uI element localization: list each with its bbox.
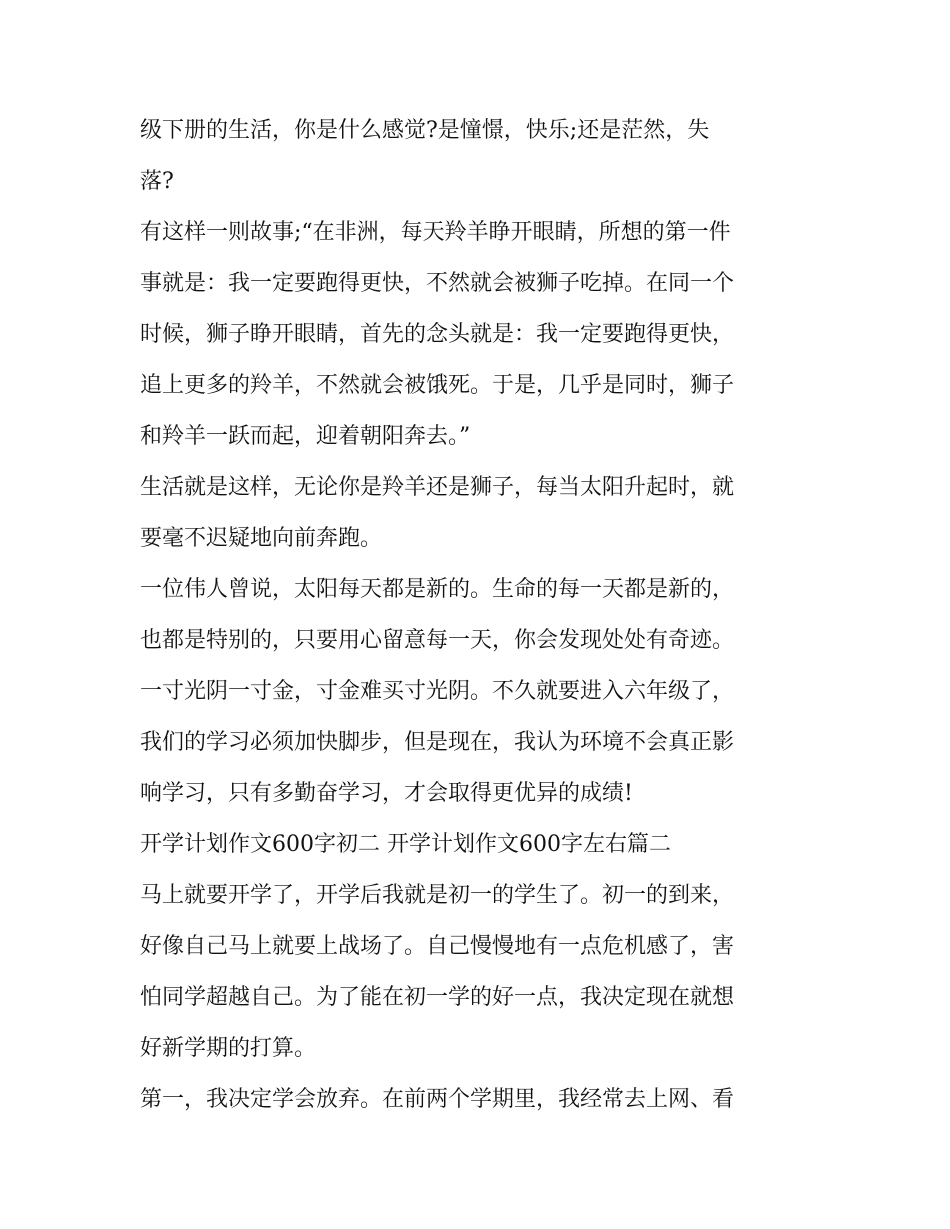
text-line: 生活就是这样，无论你是羚羊还是狮子，每当太阳升起时，就 xyxy=(140,475,735,500)
text-line: 一位伟人曾说，太阳每天都是新的。生命的每一天都是新的， xyxy=(140,577,735,602)
text-line: 时候，狮子睁开眼睛，首先的念头就是：我一定要跑得更快， xyxy=(140,322,735,347)
text-line: 要毫不迟疑地向前奔跑。 xyxy=(140,526,383,551)
text-line: 好新学期的打算。 xyxy=(140,1036,317,1061)
text-line: 事就是：我一定要跑得更快，不然就会被狮子吃掉。在同一个 xyxy=(140,271,735,296)
text-line: 马上就要开学了，开学后我就是初一的学生了。初一的到来， xyxy=(140,883,735,908)
text-line: 有这样一则故事;“在非洲，每天羚羊睁开眼睛，所想的第一件 xyxy=(140,220,731,245)
text-line: 第一，我决定学会放弃。在前两个学期里，我经常去上网、看 xyxy=(140,1087,735,1112)
text-line: 一寸光阴一寸金，寸金难买寸光阴。不久就要进入六年级了， xyxy=(140,679,735,704)
text-line: 落? xyxy=(140,169,174,194)
text-line: 和羚羊一跃而起，迎着朝阳奔去。” xyxy=(140,424,471,449)
document-body xyxy=(140,111,830,1131)
text-line: 追上更多的羚羊，不然就会被饿死。于是，几乎是同时，狮子 xyxy=(140,373,735,398)
text-line: 我们的学习必须加快脚步，但是现在，我认为环境不会真正影 xyxy=(140,730,735,755)
text-line: 级下册的生活，你是什么感觉?是憧憬，快乐;还是茫然，失 xyxy=(140,118,710,143)
text-line: 怕同学超越自己。为了能在初一学的好一点，我决定现在就想 xyxy=(140,985,735,1010)
text-line: 响学习，只有多勤奋学习，才会取得更优异的成绩! xyxy=(140,781,633,806)
text-line: 也都是特别的，只要用心留意每一天，你会发现处处有奇迹。 xyxy=(140,628,735,653)
section-heading: 开学计划作文600字初二 开学计划作文600字左右篇二 xyxy=(140,832,671,857)
text-line: 好像自己马上就要上战场了。自己慢慢地有一点危机感了，害 xyxy=(140,934,735,959)
